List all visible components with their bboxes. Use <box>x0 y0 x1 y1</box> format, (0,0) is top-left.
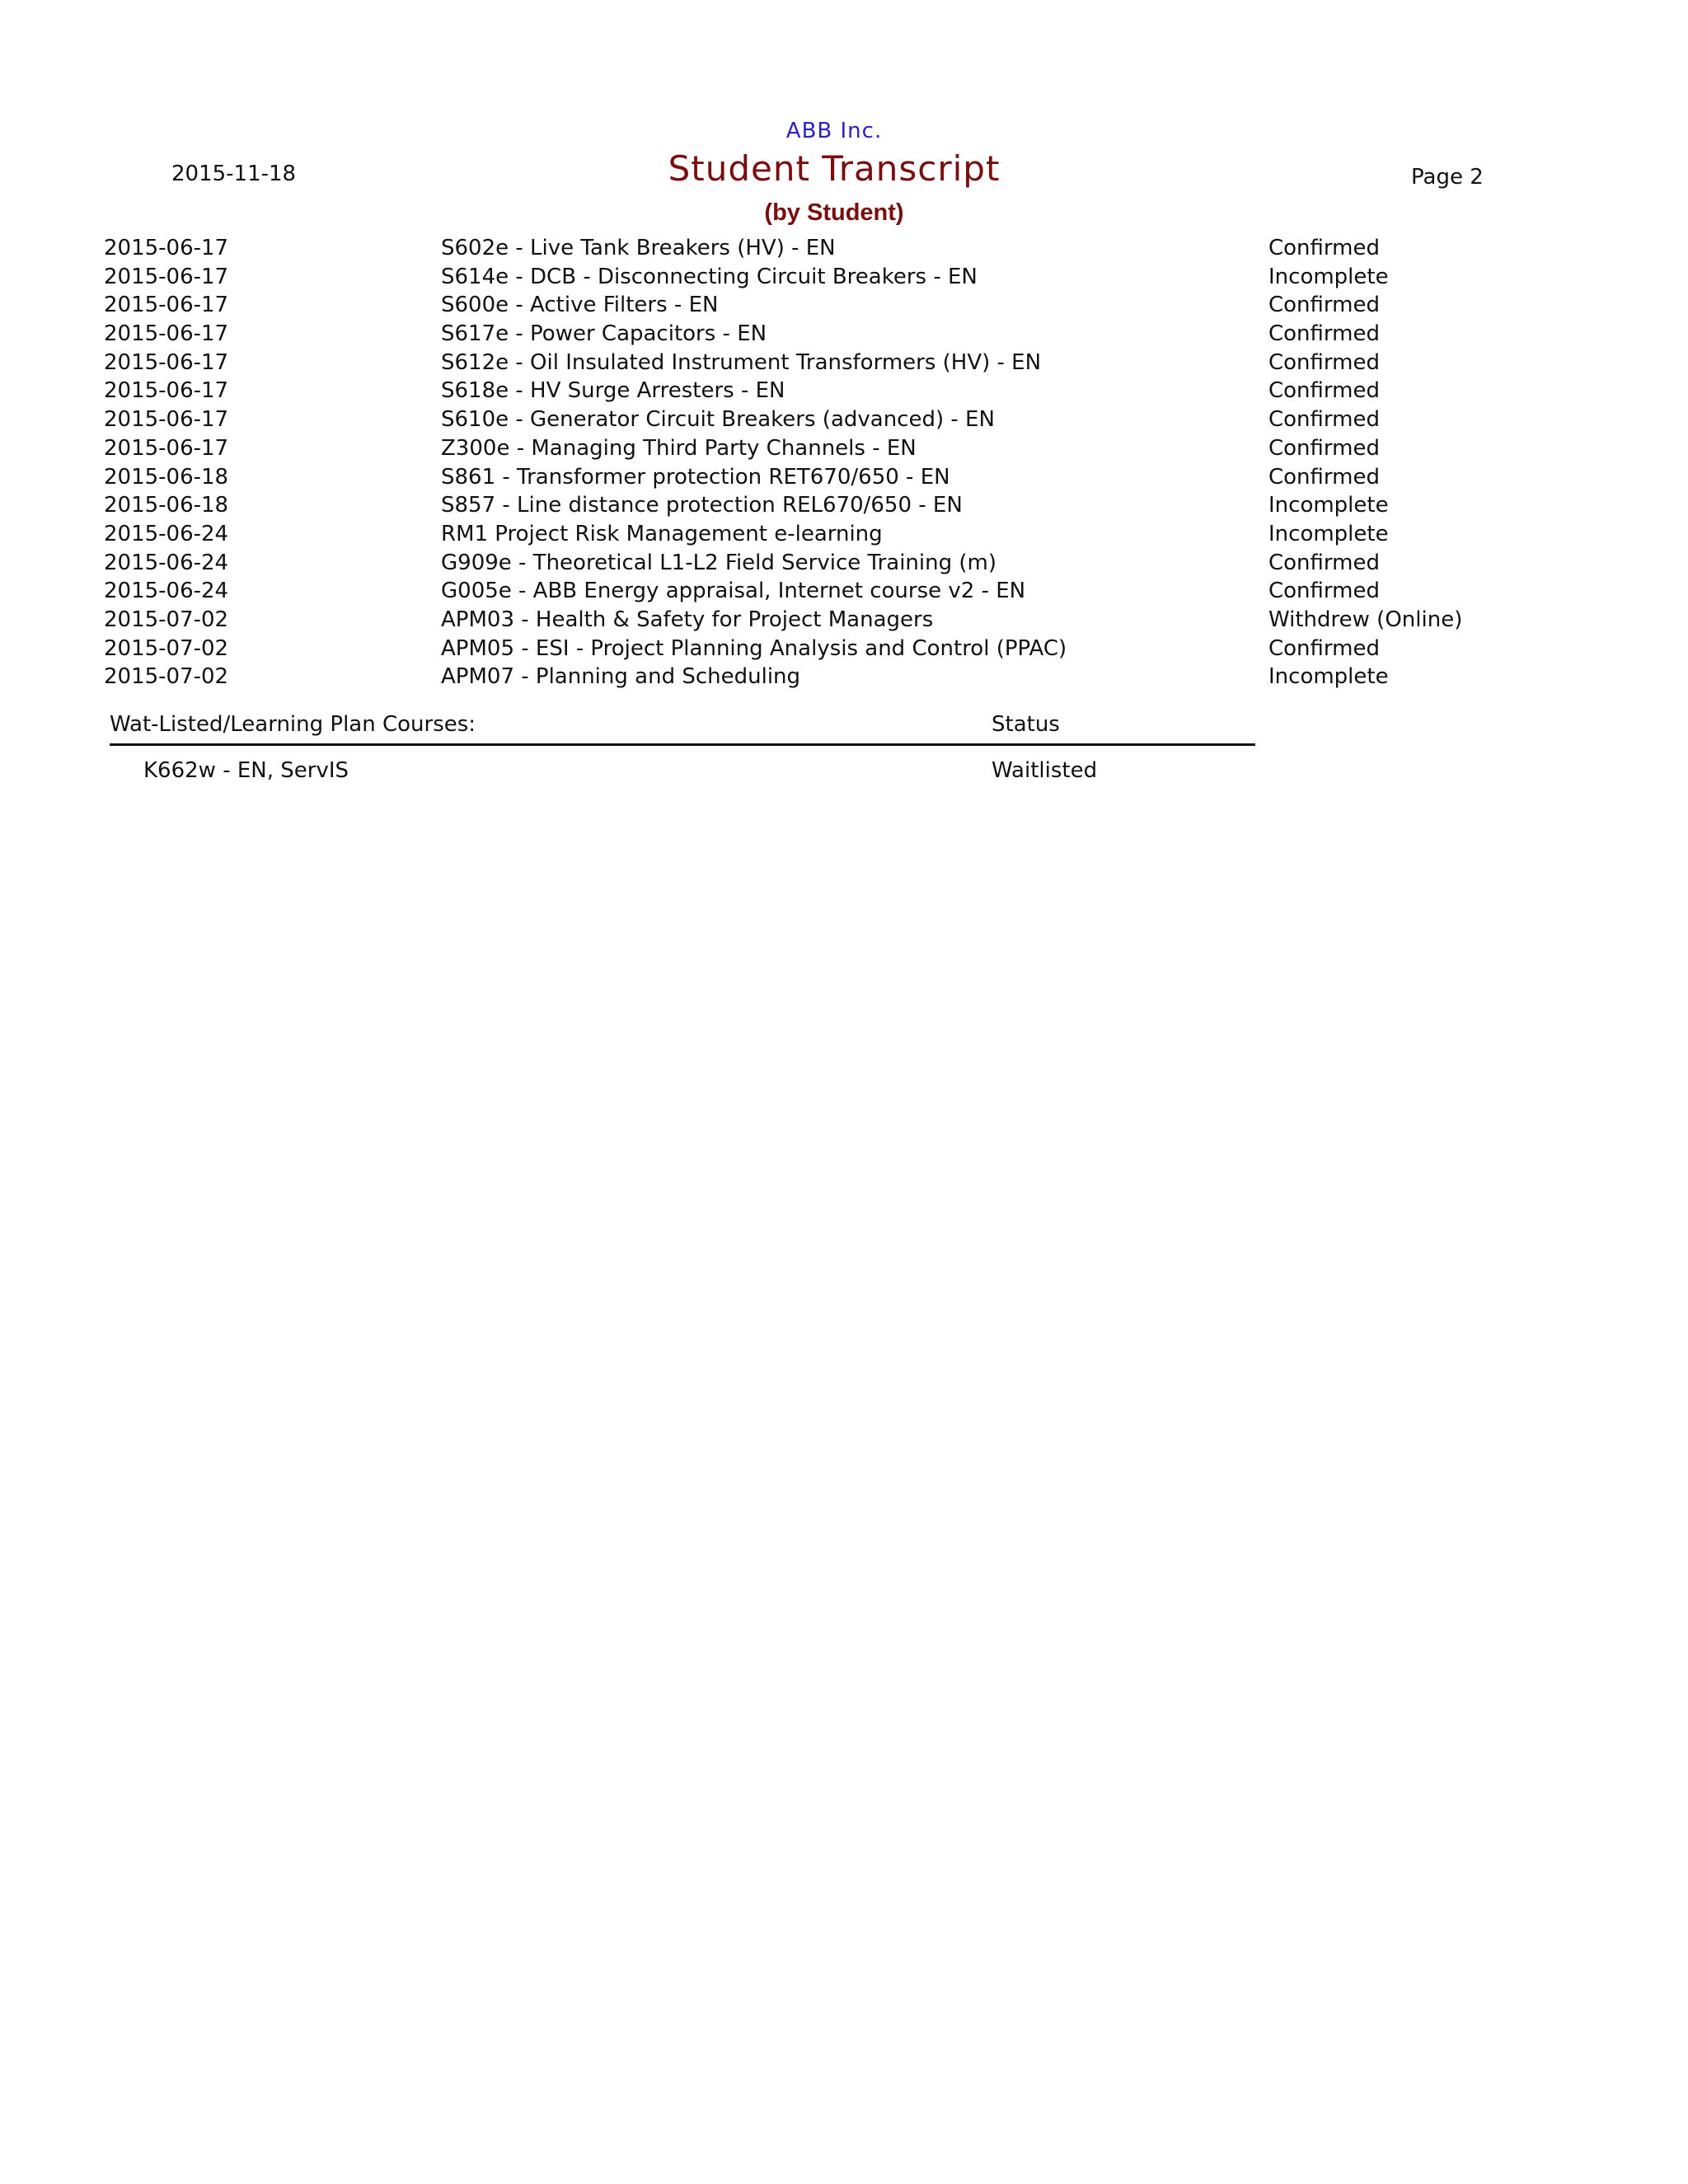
course-title: APM07 - Planning and Scheduling <box>441 664 801 690</box>
course-title: S610e - Generator Circuit Breakers (advanced) - EN <box>441 407 995 433</box>
course-title: S861 - Transformer protection RET670/650 - EN <box>441 464 950 490</box>
course-title: Z300e - Managing Third Party Channels - EN <box>441 435 917 461</box>
course-row <box>104 606 1587 635</box>
course-title: APM05 - ESI - Project Planning Analysis and Control (PPAC) <box>441 635 1067 661</box>
course-status: Withdrew (Online) <box>1268 607 1463 632</box>
course-title: S600e - Active Filters - EN <box>441 293 719 318</box>
course-row <box>104 405 1587 434</box>
course-title: S617e - Power Capacitors - EN <box>441 321 767 347</box>
course-status: Confirmed <box>1268 236 1380 260</box>
course-row <box>104 663 1587 691</box>
waitlist-header-course: Wat-Listed/Learning Plan Courses: <box>110 712 476 737</box>
course-title: S602e - Live Tank Breakers (HV) - EN <box>441 236 836 260</box>
waitlist-header <box>110 712 1255 746</box>
course-date: 2015-06-17 <box>104 378 229 404</box>
course-title: S618e - HV Surge Arresters - EN <box>441 378 785 404</box>
course-date: 2015-06-17 <box>104 293 229 318</box>
course-date: 2015-06-24 <box>104 579 229 604</box>
course-date: 2015-06-24 <box>104 521 229 546</box>
course-title: S857 - Line distance protection REL670/650 - EN <box>441 493 963 518</box>
course-row <box>104 234 1587 263</box>
course-status: Confirmed <box>1268 435 1380 461</box>
course-status: Incomplete <box>1268 493 1389 518</box>
course-status: Confirmed <box>1268 579 1380 604</box>
course-title: S614e - DCB - Disconnecting Circuit Breakers - EN <box>441 264 978 289</box>
course-date: 2015-07-02 <box>104 664 229 690</box>
waitlist-status: Waitlisted <box>992 758 1098 783</box>
course-row <box>104 349 1587 377</box>
course-date: 2015-06-18 <box>104 464 229 490</box>
course-row <box>104 377 1587 405</box>
course-title: G005e - ABB Energy appraisal, Internet course v2 - EN <box>441 579 1026 604</box>
course-list <box>104 234 1587 691</box>
course-row <box>104 463 1587 492</box>
course-title: G909e - Theoretical L1-L2 Field Service Training (m) <box>441 550 996 575</box>
course-status: Confirmed <box>1268 635 1380 661</box>
page-subtitle: (by Student) <box>764 199 904 226</box>
course-date: 2015-06-17 <box>104 349 229 375</box>
course-status: Incomplete <box>1268 264 1389 289</box>
course-row <box>104 320 1587 349</box>
waitlist-course: K662w - EN, ServIS <box>143 758 349 783</box>
course-row <box>104 263 1587 292</box>
course-date: 2015-07-02 <box>104 635 229 661</box>
course-date: 2015-06-18 <box>104 493 229 518</box>
course-row <box>104 520 1587 549</box>
course-row <box>104 635 1587 663</box>
course-date: 2015-06-17 <box>104 321 229 347</box>
page-number: Page 2 <box>1411 165 1484 190</box>
course-status: Incomplete <box>1268 521 1389 546</box>
page-title: Student Transcript <box>668 148 1001 189</box>
course-date: 2015-06-17 <box>104 407 229 433</box>
course-row <box>104 291 1587 320</box>
course-row <box>104 491 1587 520</box>
course-date: 2015-06-17 <box>104 435 229 461</box>
course-status: Confirmed <box>1268 550 1380 575</box>
course-date: 2015-06-24 <box>104 550 229 575</box>
course-status: Confirmed <box>1268 407 1380 433</box>
course-date: 2015-06-17 <box>104 236 229 260</box>
waitlist-row <box>110 758 1255 788</box>
course-status: Incomplete <box>1268 664 1389 690</box>
course-status: Confirmed <box>1268 349 1380 375</box>
course-title: S612e - Oil Insulated Instrument Transformers (HV) - EN <box>441 349 1042 375</box>
course-status: Confirmed <box>1268 293 1380 318</box>
course-status: Confirmed <box>1268 321 1380 347</box>
course-status: Confirmed <box>1268 464 1380 490</box>
course-status: Confirmed <box>1268 378 1380 404</box>
course-title: APM03 - Health & Safety for Project Managers <box>441 607 934 632</box>
course-row <box>104 549 1587 578</box>
course-date: 2015-07-02 <box>104 607 229 632</box>
course-date: 2015-06-17 <box>104 264 229 289</box>
report-date: 2015-11-18 <box>171 162 297 186</box>
course-row <box>104 577 1587 606</box>
company-name: ABB Inc. <box>785 119 883 143</box>
course-row <box>104 434 1587 463</box>
course-title: RM1 Project Risk Management e-learning <box>441 521 883 546</box>
waitlist-header-status: Status <box>992 712 1060 737</box>
